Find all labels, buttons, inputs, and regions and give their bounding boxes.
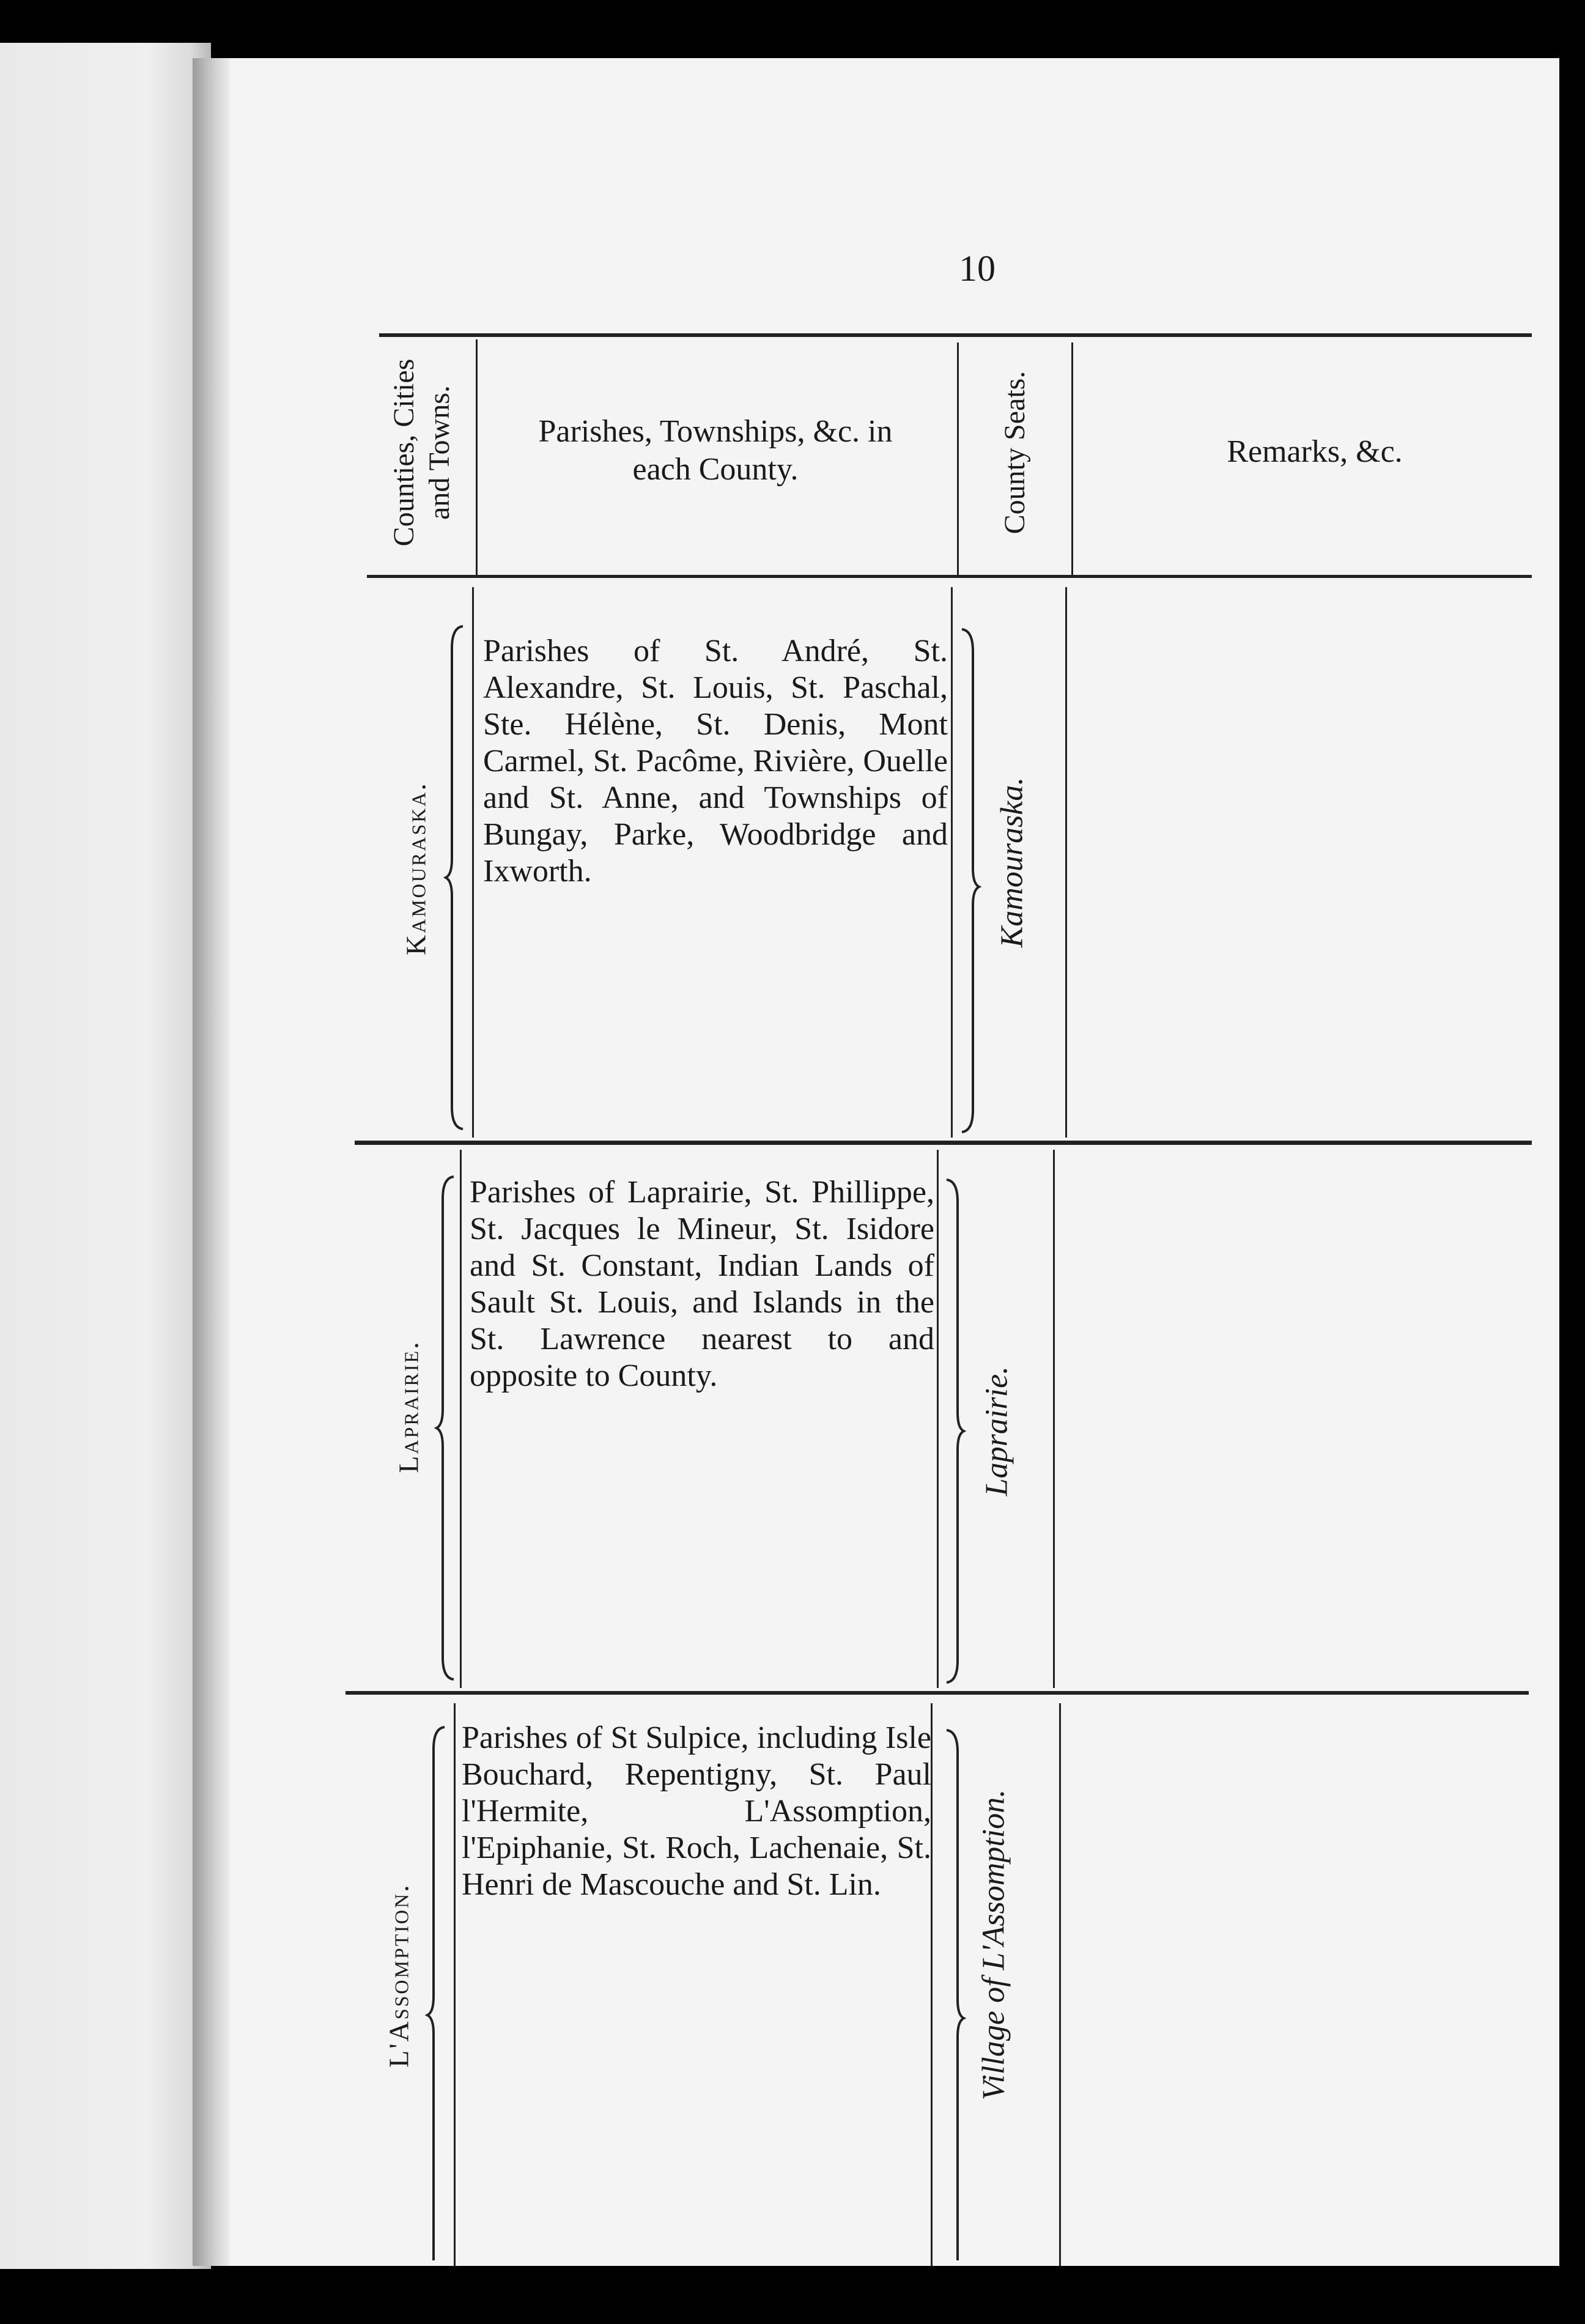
header-county-seats: County Seats. <box>999 371 1031 535</box>
county-brace-1 <box>443 624 468 1131</box>
parishes-kamouraska: Parishes of St. André, St. Alexandre, St. Louis, St. Paschal, Ste. Hélène, St. Denis, Mont Carmel, St. Pacôme, Rivière, Ouelle and St. Anne, and Townships of Bungay, Parke, Woodbridge and Ixworth. <box>483 634 948 889</box>
col-rule-3-row-1 <box>1065 587 1067 1138</box>
col-rule-1-row-2 <box>460 1150 462 1688</box>
facing-page-edge <box>0 43 211 2269</box>
parishes-lassomption: Parishes of St Sulpice, including Isle Bouchard, Repentigny, St. Paul l'Hermite, L'Assomption, l'Epiphanie, St. Roch, Lachenaie, St. Henri de Mascouche and St. Lin. <box>462 1720 931 1902</box>
header-remarks: Remarks, &c. <box>1227 434 1403 469</box>
row-divider-2 <box>345 1691 1529 1695</box>
seat-brace-2 <box>942 1177 966 1685</box>
seat-laprairie: Laprairie. <box>979 1366 1014 1497</box>
seat-kamouraska: Kamouraska. <box>994 777 1030 948</box>
col-rule-3-row-2 <box>1053 1150 1055 1688</box>
col-rule-1-row-1 <box>472 587 474 1138</box>
county-brace-3 <box>425 1725 449 2263</box>
col-rule-1-row-3 <box>454 1703 456 2266</box>
table-top-rule <box>379 333 1532 337</box>
seat-brace-1 <box>957 627 981 1134</box>
col-rule-2-row-1 <box>951 587 953 1138</box>
col-rule-3-row-3 <box>1059 1703 1061 2266</box>
county-lassomption: L'Assomption. <box>383 1883 415 2068</box>
row-divider-1 <box>355 1141 1532 1145</box>
header-bottom-rule <box>367 575 1532 578</box>
parishes-laprairie: Parishes of Laprairie, St. Phillippe, St. Jacques le Mineur, St. Isidore and St. Constant, Indian Lands of Sault St. Louis, and Islands in the St. Lawrence nearest to and opposite to County. <box>470 1175 934 1393</box>
col-rule-3-header <box>1071 342 1073 575</box>
col-rule-2-header <box>957 342 959 575</box>
page-gutter <box>193 58 229 2266</box>
header-parishes: Parishes, Townships, &c. in each County. <box>538 414 893 487</box>
col-rule-1-header <box>476 339 478 575</box>
seat-lassomption: Village of L'Assomption. <box>976 1789 1011 2101</box>
page-number: 10 <box>959 248 996 289</box>
county-brace-2 <box>434 1174 459 1682</box>
header-counties: Counties, Cities and Towns. <box>388 358 456 547</box>
county-kamouraska: Kamouraska. <box>400 782 432 955</box>
county-laprairie: Laprairie. <box>393 1340 424 1473</box>
col-rule-2-row-2 <box>937 1150 939 1688</box>
seat-brace-3 <box>942 1728 966 2263</box>
